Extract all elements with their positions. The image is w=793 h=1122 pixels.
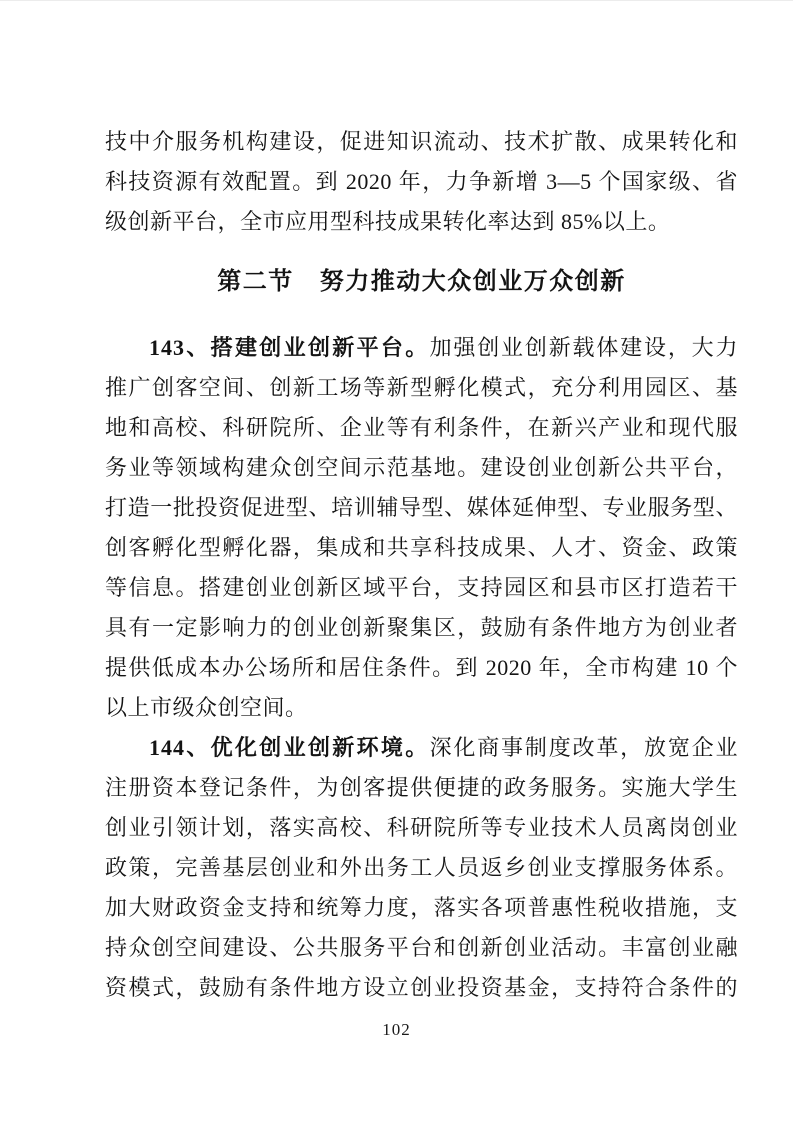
body-line: 推广创客空间、创新工场等新型孵化模式，充分利用园区、基: [105, 375, 738, 400]
paragraph-143: [105, 328, 738, 728]
body-line-first: [105, 328, 738, 368]
paragraph-lead: 144、优化创业创新环境。: [149, 735, 430, 760]
body-line: 级创新平台，全市应用型科技成果转化率达到 85%以上。: [105, 209, 671, 234]
body-line: 持众创空间建设、公共服务平台和创新创业活动。丰富创业融: [105, 935, 738, 960]
body-line: 注册资本登记条件，为创客提供便捷的政务服务。实施大学生: [105, 775, 738, 800]
body-text: 深化商事制度改革，放宽企业: [429, 735, 738, 760]
body-line: 创客孵化型孵化器，集成和共享科技成果、人才、资金、政策: [105, 535, 738, 560]
body-text: 加强创业创新载体建设，大力: [429, 335, 738, 360]
section-heading: [105, 262, 738, 302]
page-number: 102: [382, 1020, 411, 1039]
body-line: 加大财政资金支持和统筹力度，落实各项普惠性税收措施，支: [105, 895, 738, 920]
body-line: 地和高校、科研院所、企业等有利条件，在新兴产业和现代服: [105, 415, 738, 440]
body-line: 提供低成本办公场所和居住条件。到 2020 年，全市构建 10 个: [105, 655, 738, 680]
body-line: 打造一批投资促进型、培训辅导型、媒体延伸型、专业服务型、: [105, 495, 738, 520]
body-line: 政策，完善基层创业和外出务工人员返乡创业支撑服务体系。: [105, 855, 738, 880]
body-line: 技中介服务机构建设，促进知识流动、技术扩散、成果转化和: [105, 129, 738, 154]
body-line: 科技资源有效配置。到 2020 年，力争新增 3—5 个国家级、省: [105, 169, 738, 194]
paragraph-144: [105, 728, 738, 1008]
body-line: 以上市级众创空间。: [105, 695, 308, 720]
body-line-first: [105, 728, 738, 768]
paragraph-lead: 143、搭建创业创新平台。: [149, 335, 430, 360]
paragraph-intro: [105, 122, 738, 242]
body-line: 务业等领域构建众创空间示范基地。建设创业创新公共平台，: [105, 455, 738, 480]
body-line: 具有一定影响力的创业创新聚集区，鼓励有条件地方为创业者: [105, 615, 738, 640]
body-line: 等信息。搭建创业创新区域平台，支持园区和县市区打造若干: [105, 575, 738, 600]
body-line: 创业引领计划，落实高校、科研院所等专业技术人员离岗创业: [105, 815, 738, 840]
section-heading-title: 努力推动大众创业万众创新: [319, 269, 626, 295]
body-line: 资模式，鼓励有条件地方设立创业投资基金，支持符合条件的: [105, 975, 738, 1000]
section-heading-label: 第二节: [217, 269, 294, 295]
page-body: [105, 122, 738, 1008]
